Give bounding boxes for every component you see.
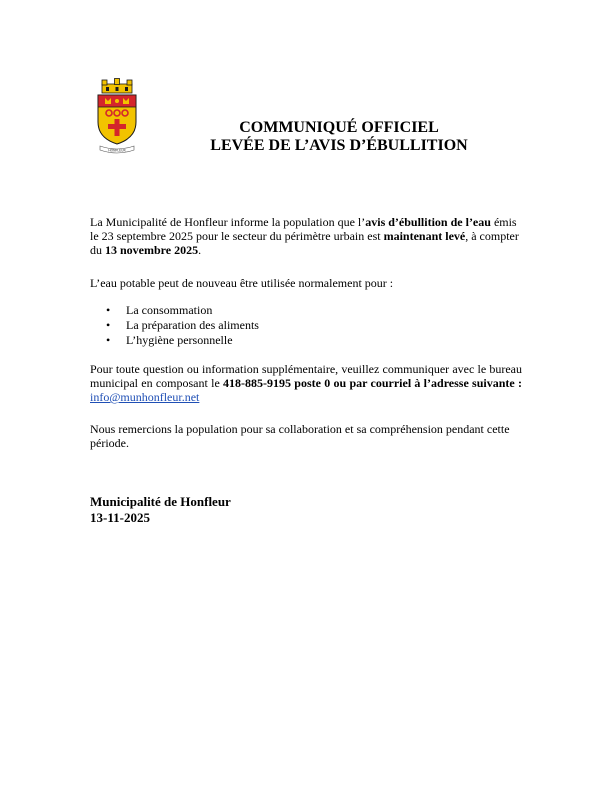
crest-shield — [98, 95, 136, 144]
text-span: La Municipalité de Honfleur informe la population que l’ — [90, 215, 366, 229]
lifted-emphasis: maintenant levé — [383, 229, 466, 243]
text-span: Pour toute question ou information supplémentaire, veuillez communiquer avec le bureau municipal en composant le — [90, 362, 522, 390]
crest-motto-scroll — [100, 146, 134, 153]
effective-date-emphasis: 13 novembre 2025 — [105, 243, 199, 257]
notice-title — [150, 119, 528, 155]
contact-emphasis: 418-885-9195 poste 0 ou par courriel à l’adresse suivante : — [223, 376, 522, 390]
title-line-2: LEVÉE DE L’AVIS D’ÉBULLITION — [210, 137, 468, 154]
crest-crown — [102, 79, 132, 94]
uses-intro-paragraph: L’eau potable peut de nouveau être utilisée normalement pour : — [90, 276, 394, 290]
municipal-crest-logo — [92, 78, 142, 156]
thanks-paragraph: Nous remercions la population pour sa collaboration et sa compréhension pendant cette période. — [90, 422, 510, 450]
list-item-text: La préparation des aliments — [126, 318, 259, 332]
text-span: , à compter du — [90, 229, 519, 257]
contact-paragraph — [90, 362, 522, 404]
text-span: . — [198, 243, 202, 257]
list-item — [106, 303, 259, 318]
bullet-icon: • — [106, 318, 111, 332]
list-item — [106, 333, 259, 348]
text-span: émis le 23 septembre 2025 pour le secteur du périmètre urbain est — [90, 215, 517, 243]
signature-block — [90, 494, 231, 526]
email-link[interactable]: info@munhonfleur.net — [90, 390, 200, 404]
boil-advisory-emphasis: avis d’ébullition de l’eau — [365, 215, 491, 229]
signature-date: 13-11-2025 — [90, 510, 150, 525]
uses-list — [106, 303, 259, 348]
title-line-1: COMMUNIQUÉ OFFICIEL — [239, 119, 439, 136]
signature-name: Municipalité de Honfleur — [90, 494, 231, 509]
list-item-text: La consommation — [126, 303, 213, 317]
bullet-icon: • — [106, 333, 111, 347]
list-item — [106, 318, 259, 333]
crest-motto-text: HONFLEUR — [108, 148, 126, 153]
bullet-icon: • — [106, 303, 111, 317]
list-item-text: L’hygiène personnelle — [126, 333, 233, 347]
announcement-paragraph — [90, 215, 522, 257]
